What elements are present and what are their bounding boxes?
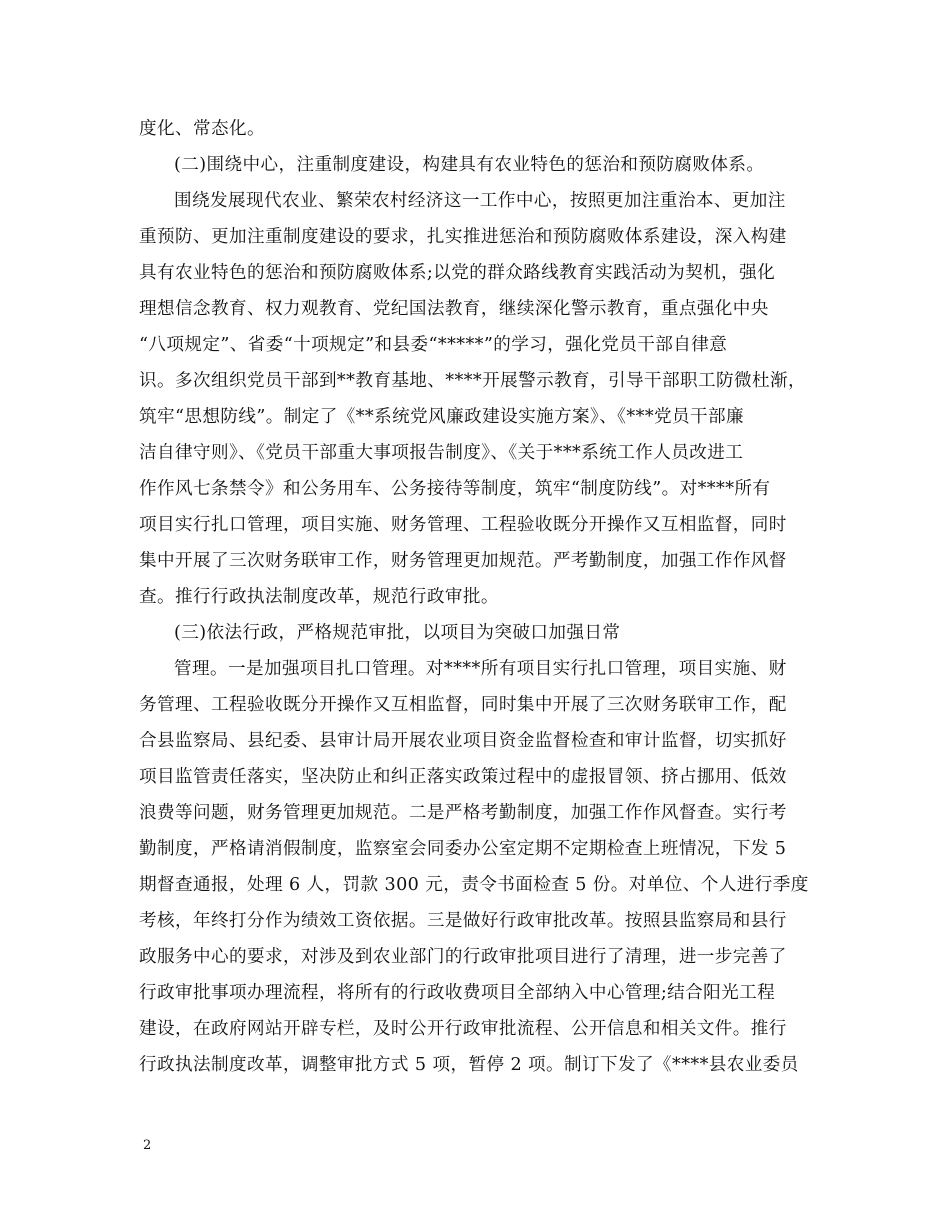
text-line: 务管理、工程验收既分开操作又互相监督，同时集中开展了三次财务联审工作，配 xyxy=(139,695,787,715)
section-heading-2: (二)围绕中心，注重制度建设，构建具有农业特色的惩治和预防腐败体系。 xyxy=(174,155,765,175)
text-line: 管理。一是加强项目扎口管理。对****所有项目实行扎口管理，项目实施、财 xyxy=(174,659,787,679)
text-line: 期督查通报，处理 6 人，罚款 300 元，责令书面检查 5 份。对单位、个人进行季度 xyxy=(139,875,809,895)
text-line: 勤制度，严格请消假制度，监察室会同委办公室定期不定期检查上班情况，下发 5 xyxy=(139,839,787,859)
text-line: 行政执法制度改革，调整审批方式 5 项，暂停 2 项。制订下发了《****县农业委员 xyxy=(139,1055,799,1075)
text-line: 作作风七条禁令》和公务用车、公务接待等制度，筑牢“制度防线”。对****所有 xyxy=(139,479,771,499)
text-line: 项目监管责任落实，坚决防止和纠正落实政策过程中的虚报冒领、挤占挪用、低效 xyxy=(139,767,787,787)
text-line: 洁自律守则》、《党员干部重大事项报告制度》、《关于***系统工作人员改进工 xyxy=(139,443,744,463)
text-line: 考核，年终打分作为绩效工资依据。三是做好行政审批改革。按照县监察局和县行 xyxy=(139,911,787,931)
text-line: 合县监察局、县纪委、县审计局开展农业项目资金监督检查和审计监督，切实抓好 xyxy=(139,731,787,751)
text-line: 围绕发展现代农业、繁荣农村经济这一工作中心，按照更加注重治本、更加注 xyxy=(174,191,786,211)
text-line: 查。推行行政执法制度改革，规范行政审批。 xyxy=(139,587,499,607)
text-line: “八项规定”、省委“十项规定”和县委“*****”的学习，强化党员干部自律意 xyxy=(139,335,728,355)
text-line: 筑牢“思想防线”。制定了《**系统党风廉政建设实施方案》、《***党员干部廉 xyxy=(139,407,744,427)
text-line: 浪费等问题，财务管理更加规范。二是严格考勤制度，加强工作作风督查。实行考 xyxy=(139,803,787,823)
text-line: 集中开展了三次财务联审工作，财务管理更加规范。严考勤制度，加强工作作风督 xyxy=(139,551,787,571)
text-line: 理想信念教育、权力观教育、党纪国法教育，继续深化警示教育，重点强化中央 xyxy=(139,299,769,319)
text-line: 识。多次组织党员干部到**教育基地、****开展警示教育，引导干部职工防微杜渐， xyxy=(139,371,806,391)
text-line: 行政审批事项办理流程，将所有的行政收费项目全部纳入中心管理;结合阳光工程 xyxy=(139,983,776,1003)
text-line: 重预防、更加注重制度建设的要求，扎实推进惩治和预防腐败体系建设，深入构建 xyxy=(139,227,787,247)
text-line: 建设，在政府网站开辟专栏，及时公开行政审批流程、公开信息和相关文件。推行 xyxy=(139,1019,787,1039)
text-line: 度化、常态化。 xyxy=(139,119,265,139)
text-line: 项目实行扎口管理，项目实施、财务管理、工程验收既分开操作又互相监督，同时 xyxy=(139,515,787,535)
section-heading-3: (三)依法行政，严格规范审批，以项目为突破口加强日常 xyxy=(174,623,621,643)
text-line: 政服务中心的要求，对涉及到农业部门的行政审批项目进行了清理，进一步完善了 xyxy=(139,947,787,967)
page-number: 2 xyxy=(143,1138,152,1153)
text-line: 具有农业特色的惩治和预防腐败体系;以党的群众路线教育实践活动为契机，强化 xyxy=(139,263,776,283)
